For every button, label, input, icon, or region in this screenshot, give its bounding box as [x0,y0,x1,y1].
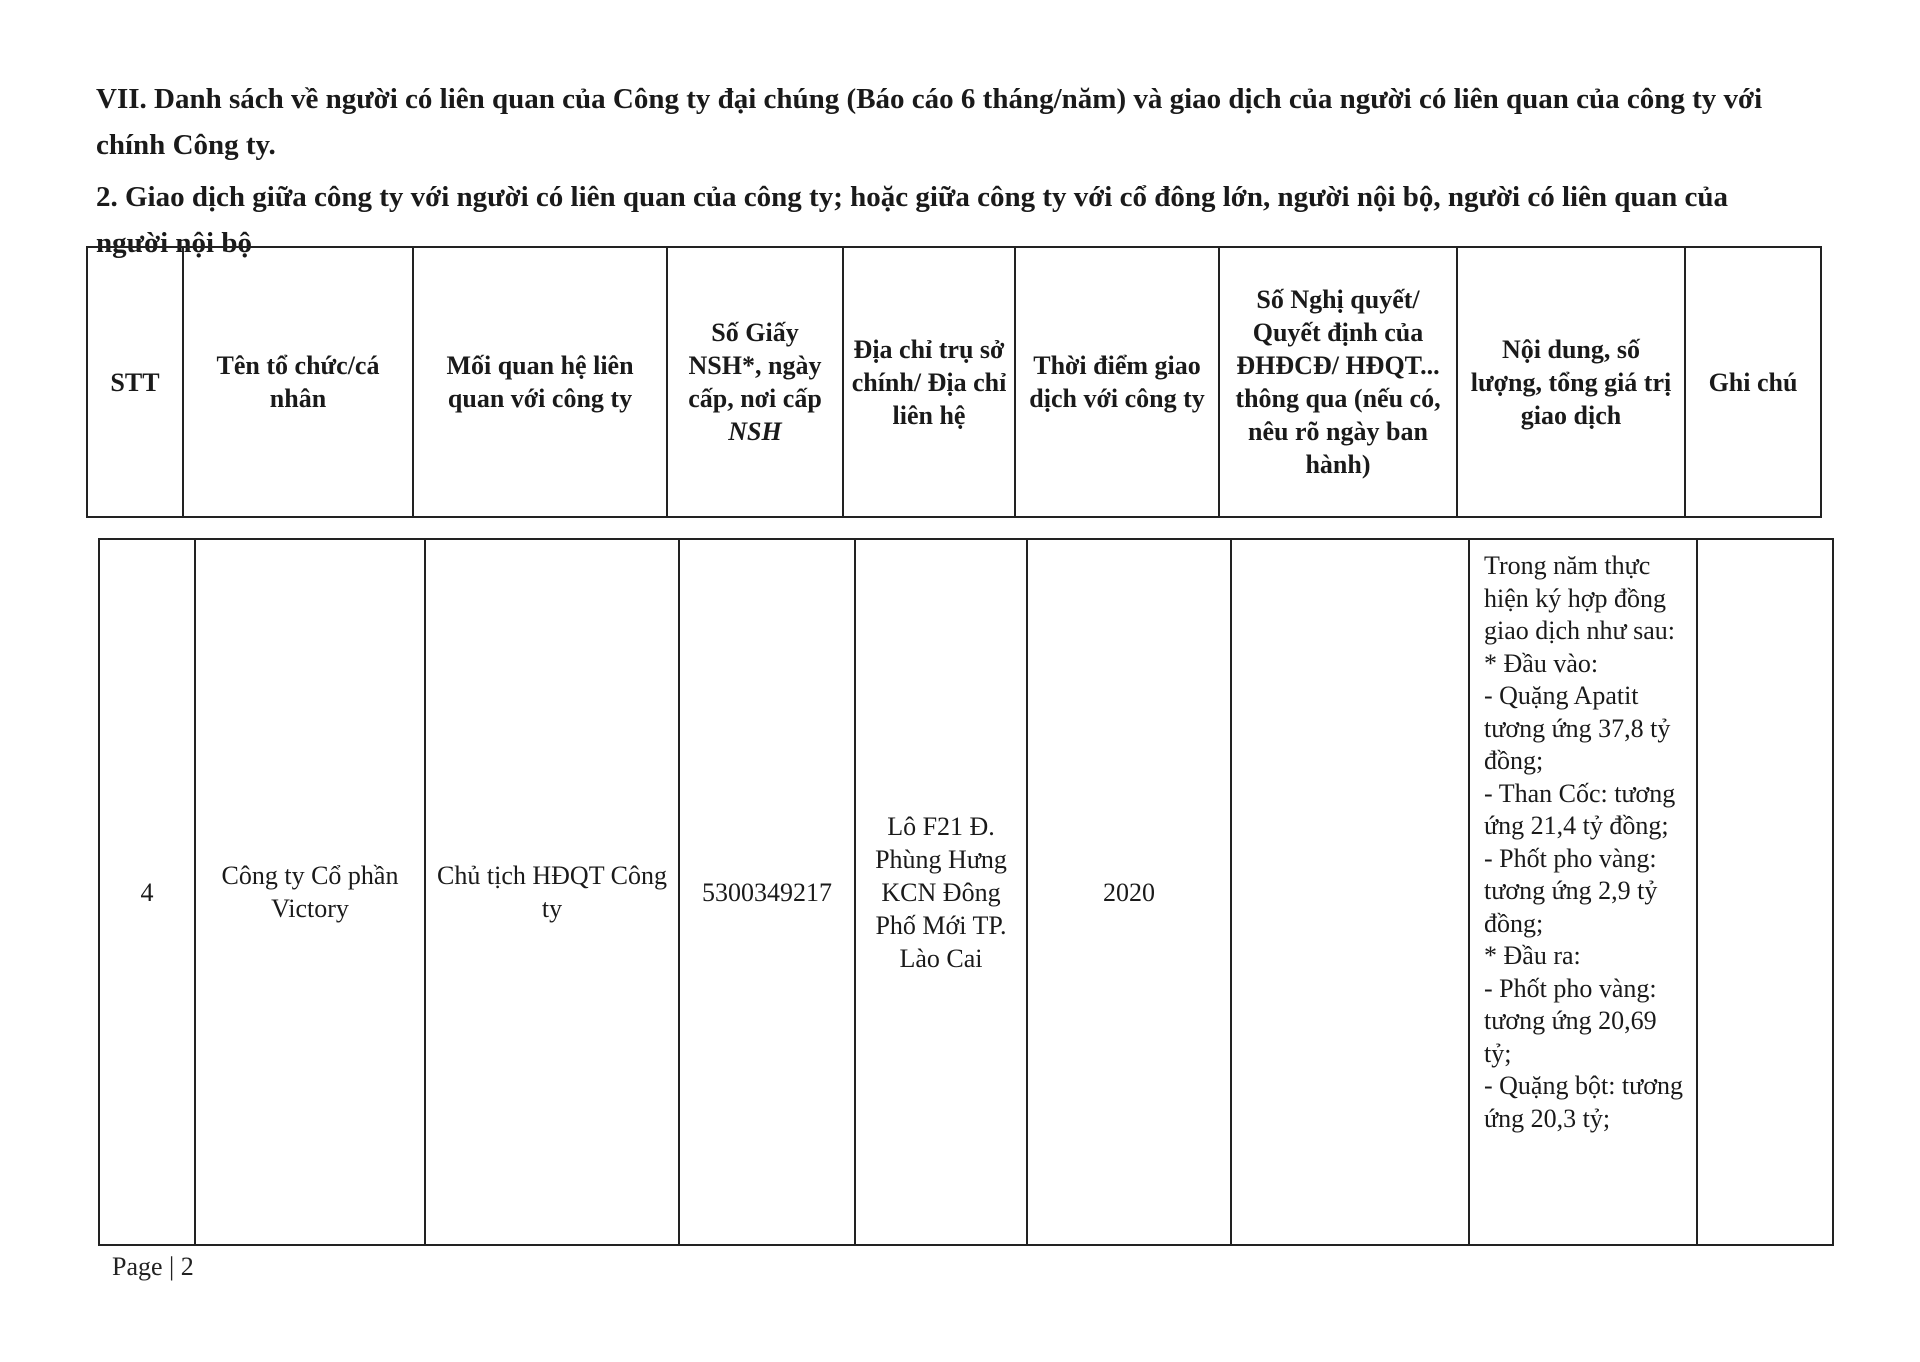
header-nsh-italic: NSH [728,417,782,446]
cell-address: Lô F21 Đ. Phùng Hưng KCN Đông Phố Mới TP. Lào Cai [855,539,1027,1245]
table-body [98,538,1834,1246]
cell-name: Công ty Cổ phần Victory [195,539,425,1245]
header-name: Tên tổ chức/cá nhân [183,247,413,517]
cell-content: Trong năm thực hiện ký hợp đồng giao dịch như sau: * Đầu vào: - Quặng Apatit tương ứng 37,8 tỷ đồng; - Than Cốc: tương ứng 21,4 tỷ đồng; - Phốt pho vàng: tương ứng 2,9 tỷ đồng; * Đầu ra: - Phốt pho vàng: tương ứng 20,69 tỷ; - Quặng bột: tương ứng 20,3 tỷ; [1469,539,1697,1245]
cell-stt: 4 [99,539,195,1245]
header-stt: STT [87,247,183,517]
header-relation: Mối quan hệ liên quan với công ty [413,247,667,517]
header-resolution: Số Nghị quyết/ Quyết định của ĐHĐCĐ/ HĐQT... thông qua (nếu có, nêu rõ ngày ban hành) [1219,247,1457,517]
header-time: Thời điểm giao dịch với công ty [1015,247,1219,517]
table-row [99,539,1833,1245]
section-heading-2: 2. Giao dịch giữa công ty với người có liên quan của công ty; hoặc giữa công ty với cổ đông lớn, người nội bộ, người có liên quan của người nội bộ [96,181,1728,259]
header-nsh [667,247,843,517]
section-heading-vii: VII. Danh sách về người có liên quan của Công ty đại chúng (Báo cáo 6 tháng/năm) và giao dịch của người có liên quan của công ty với chính Công ty. [96,83,1763,161]
header-note: Ghi chú [1685,247,1821,517]
page-number: Page | 2 [112,1252,194,1281]
cell-relation: Chủ tịch HĐQT Công ty [425,539,679,1245]
header-address: Địa chỉ trụ sở chính/ Địa chỉ liên hệ [843,247,1015,517]
table-header [86,246,1822,518]
cell-resolution [1231,539,1469,1245]
cell-note [1697,539,1833,1245]
header-content: Nội dung, số lượng, tổng giá trị giao dịch [1457,247,1685,517]
cell-time: 2020 [1027,539,1231,1245]
cell-nsh: 5300349217 [679,539,855,1245]
header-nsh-text: Số Giấy NSH*, ngày cấp, nơi cấp [688,318,822,413]
